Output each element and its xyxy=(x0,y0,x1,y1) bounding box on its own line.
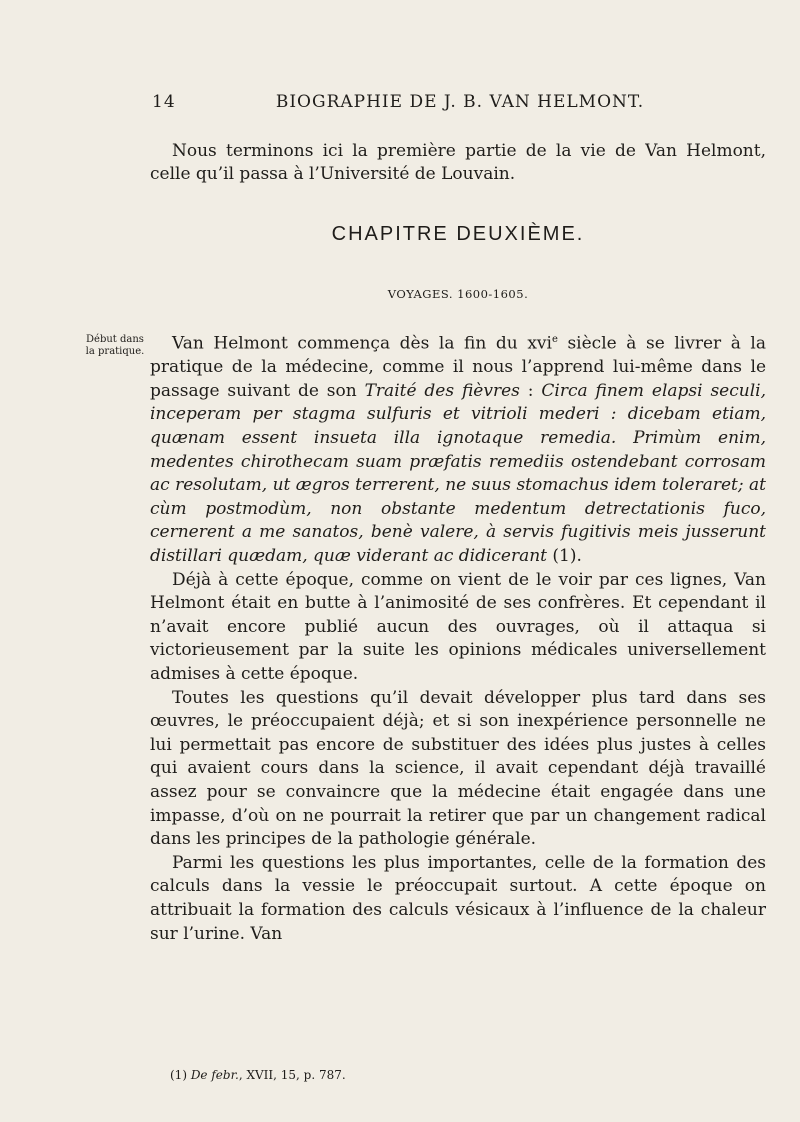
page-number: 14 xyxy=(152,92,176,112)
footnote-reference: (1). xyxy=(547,546,582,566)
century-superscript: e xyxy=(551,334,558,345)
footnote: (1) De febr., XVII, 15, p. 787. xyxy=(170,1068,346,1082)
margin-note: Début dans la pratique. xyxy=(85,334,145,357)
chapter-title: CHAPITRE DEUXIÈME. xyxy=(331,223,585,245)
work-title: Traité des fièvres xyxy=(364,380,520,401)
latin-quotation: Circa finem elapsi seculi, inceperam per stagma sulfuris et vitrioli mederi : dicebam etiam, quænam essent insueta illa ignotaque remedia. Primùm enim, medentes chirothecam suam præfatis remediis ostendebant corrosam ac resolutam, ut ægros terrerent, ne suus stomachus idem toleraret; at cùm postmodùm, non obstante medentum detrectationis fuco, cernerent a me sanatos, benè valere, à servis fugitivis meis jusserunt distillari quædam, quæ viderant ac didicerant xyxy=(150,380,766,566)
intro-paragraph: Nous terminons ici la première partie de la vie de Van Helmont, celle qu’il passa à l’Université de Louvain. xyxy=(150,141,766,184)
paragraph: Toutes les questions qu’il devait développer plus tard dans ses œuvres, le préoccupaient déjà; et si son inexpérience personnelle ne lui permettait pas encore de substituer des idées plus justes à celles qui avaient cours dans la science, il avait cependant déjà travaillé assez pour se convaincre que la médecine était engagée dans une impasse, d’où on ne pourrait la retirer que par un changement radical dans les principes de la pathologie générale. xyxy=(150,687,766,850)
paragraph: Déjà à cette époque, comme on vient de le voir par ces lignes, Van Helmont était en butte à l’animosité de ses confrères. Et cependant il n’avait encore publié aucun des ouvrages, où il attaqua si victorieusement par la suite les opinions médicales universellement admises à cette époque. xyxy=(150,569,766,684)
section-subtitle: VOYAGES. 1600-1605. xyxy=(387,287,529,301)
footnote-title: De febr. xyxy=(190,1068,239,1082)
paragraph: Parmi les questions les plus importantes, celle de la formation des calculs dans la vessie le préoccupait surtout. A cette époque on attribuait la formation des calculs vésicaux à l’influence de la chaleur sur l’urine. Van xyxy=(150,852,766,944)
running-title: BIOGRAPHIE DE J. B. VAN HELMONT. xyxy=(275,92,645,112)
main-text xyxy=(150,328,766,946)
paragraph: Van Helmont commença dès la fin du xvi$^e$ siècle à se livrer à la pratique de la médecine, comme il nous l’apprend lui-même dans le passage suivant de son Traité des fièvres : Circa finem elapsi seculi, inceperam per stagma sulfuris et vitrioli mederi : dicebam etiam, quænam essent insueta illa ignotaque remedia. Primùm enim, medentes chirothecam suam præfatis remediis ostendebant corrosam ac resolutam, ut ægros terrerent, ne suus stomachus idem toleraret; at cùm postmodùm, non obstante medentum detrectationis fuco, cernerent a me sanatos, benè valere, à servis fugitivis meis jusserunt distillari quædam, quæ viderant ac didicerant (1). xyxy=(150,333,766,566)
